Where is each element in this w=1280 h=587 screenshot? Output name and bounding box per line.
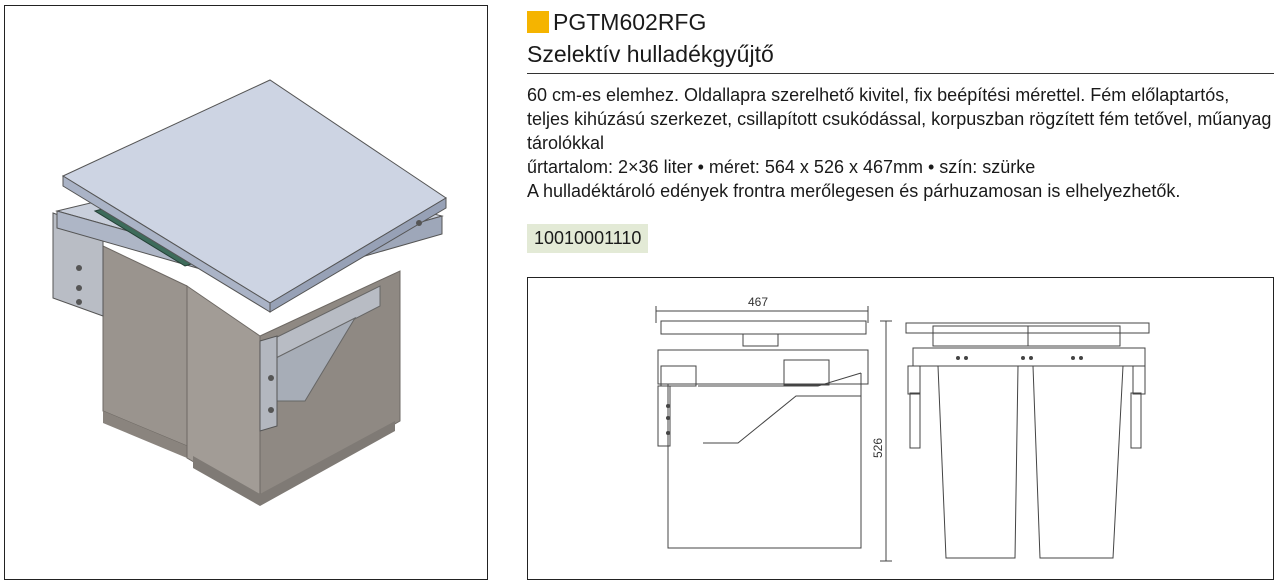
- product-title-row: [527, 7, 706, 37]
- technical-drawing-frame: [527, 277, 1274, 580]
- width-dimension-label: 467: [748, 295, 769, 309]
- technical-drawing: [528, 278, 1275, 581]
- title-divider: [527, 73, 1274, 74]
- description-text: 60 cm-es elemhez. Oldallapra szerelhető kivitel, fix beépítési mérettel. Fém előlaptartós, teljes kihúzású szerkezet, csillapított csukódással, korpuszban rögzített fém tetővel, műanyag tárolókkal: [527, 85, 1272, 153]
- description-specs: űrtartalom: 2×36 liter • méret: 564 x 526 x 467mm • szín: szürke: [527, 157, 1036, 177]
- height-dimension-label: 526: [871, 437, 885, 458]
- article-number-badge: 10010001110: [527, 224, 648, 253]
- product-description: [527, 83, 1272, 203]
- accent-square-icon: [527, 11, 549, 33]
- product-render-image: [5, 6, 489, 581]
- product-name: Szelektív hulladékgyűjtő: [527, 41, 774, 67]
- description-placement: A hulladéktároló edények frontra merőlegesen és párhuzamosan is elhelyezhetők.: [527, 181, 1181, 201]
- product-image-frame: [4, 5, 488, 580]
- product-code: PGTM602RFG: [553, 8, 707, 35]
